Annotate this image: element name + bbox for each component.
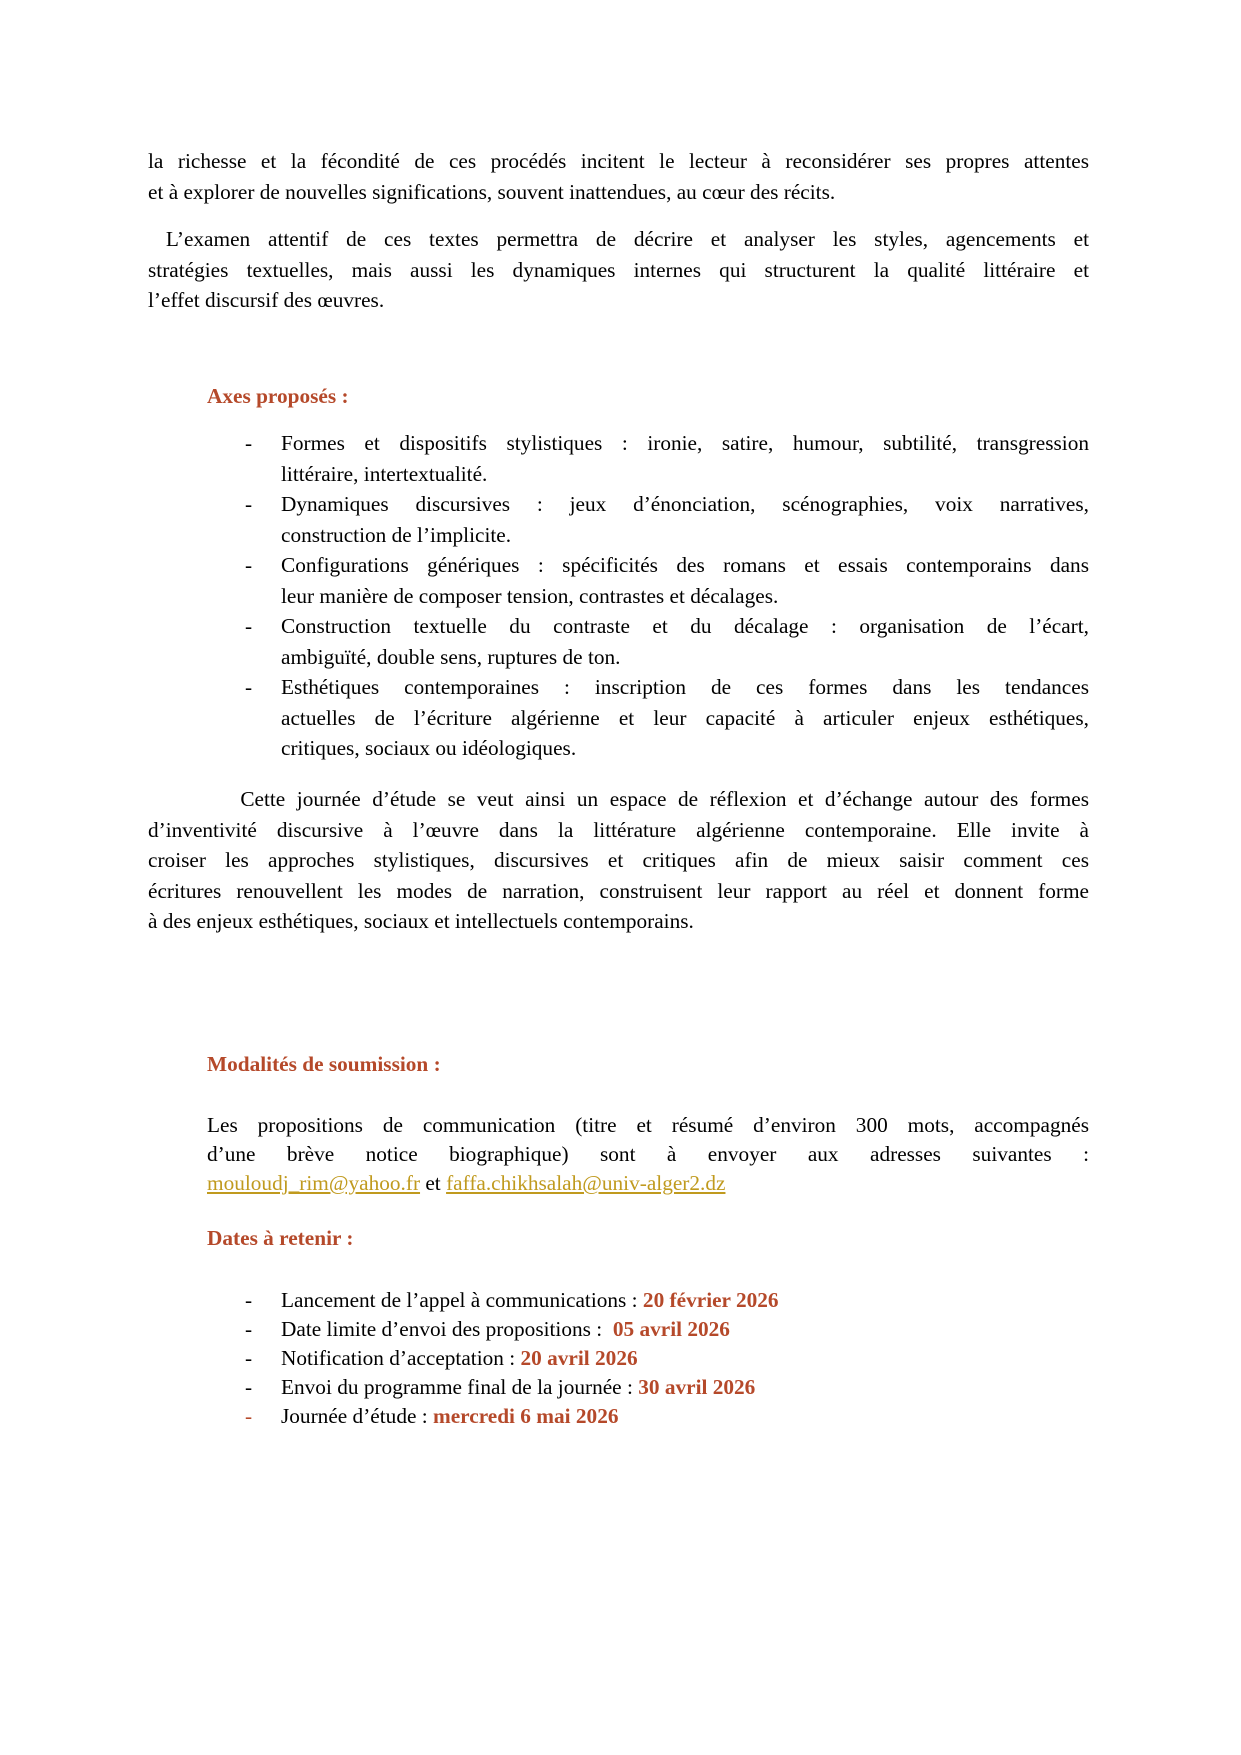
text-line: Configurations génériques : spécificités des romans et essais contemporains dans xyxy=(281,553,1089,577)
text-line: critiques, sociaux ou idéologiques. xyxy=(281,736,577,760)
text-line: Construction textuelle du contraste et du décalage : organisation de l’écart, xyxy=(281,614,1089,638)
text-line: Cette journée d’étude se veut ainsi un espace de réflexion et d’échange autour des formes xyxy=(148,787,1089,811)
date-label: Journée d’étude : xyxy=(281,1404,433,1428)
heading-axes: Axes proposés : xyxy=(207,384,349,408)
date-value: 20 février 2026 xyxy=(642,1288,779,1312)
text-line: écritures renouvellent les modes de narration, construisent leur rapport au réel et donnent forme xyxy=(148,878,1089,903)
date-label: Notification d’acceptation : xyxy=(281,1346,521,1370)
dash-bullet: - xyxy=(245,675,253,699)
text-line: d’une brève notice biographique) sont à envoyer aux adresses suivantes : xyxy=(207,1142,1089,1166)
date-label: Envoi du programme final de la journée : xyxy=(281,1375,639,1399)
list-item-date xyxy=(245,1402,779,1431)
text-line: actuelles de l’écriture algérienne et leur capacité à articuler enjeux esthétiques, xyxy=(281,705,1089,730)
paragraph-analysis xyxy=(148,224,1089,316)
text-line: l’effet discursif des œuvres. xyxy=(148,288,385,312)
date-value: 05 avril 2026 xyxy=(612,1317,730,1341)
text-line: construction de l’implicite. xyxy=(281,522,512,547)
text-line: Formes et dispositifs stylistiques : ironie, satire, humour, subtilité, transgression xyxy=(281,431,1089,455)
submission-paragraph xyxy=(207,1111,1089,1198)
text-line: leur manière de composer tension, contrastes et décalages. xyxy=(281,583,779,608)
axes-list xyxy=(245,428,1089,764)
dash-bullet: - xyxy=(245,1404,253,1428)
dash-bullet: - xyxy=(245,614,253,638)
email-link-chikhsalah[interactable]: faffa.chikhsalah@univ-alger2.dz xyxy=(446,1171,726,1195)
text-line: Esthétiques contemporaines : inscription de ces formes dans les tendances xyxy=(281,675,1089,699)
text-line: à des enjeux esthétiques, sociaux et intellectuels contemporains. xyxy=(148,909,694,933)
heading-submission: Modalités de soumission : xyxy=(207,1052,441,1076)
heading-dates: Dates à retenir : xyxy=(207,1226,354,1250)
text-line: Les propositions de communication (titre et résumé d’environ 300 mots, accompagnés xyxy=(207,1113,1089,1137)
text-line: d’inventivité discursive à l’œuvre dans la littérature algérienne contemporaine. Elle invite à xyxy=(148,817,1089,842)
text-line: ambiguïté, double sens, ruptures de ton. xyxy=(281,644,621,669)
text-line: stratégies textuelles, mais aussi les dynamiques internes qui structurent la qualité littéraire et xyxy=(148,257,1089,282)
list-item-axis xyxy=(245,489,1089,550)
date-value: 20 avril 2026 xyxy=(520,1346,638,1370)
dash-bullet: - xyxy=(245,1346,253,1370)
list-item-axis xyxy=(245,550,1089,611)
list-item-date xyxy=(245,1315,779,1344)
text-line: L’examen attentif de ces textes permettra de décrire et analyser les styles, agencements et xyxy=(148,227,1089,251)
email-link-mouloudj[interactable]: mouloudj_rim@yahoo.fr xyxy=(207,1171,421,1195)
list-item-date xyxy=(245,1344,779,1373)
list-item-date xyxy=(245,1286,779,1315)
dash-bullet: - xyxy=(245,1375,253,1399)
paragraph-intro-continuation xyxy=(148,146,1089,207)
dates-list xyxy=(245,1286,779,1431)
text-line: croiser les approches stylistiques, discursives et critiques afin de mieux saisir comment ces xyxy=(148,848,1089,872)
list-item-axis xyxy=(245,428,1089,489)
text-line: littéraire, intertextualité. xyxy=(281,461,488,486)
text-line: la richesse et la fécondité de ces procédés incitent le lecteur à reconsidérer ses propres attentes xyxy=(148,149,1089,173)
date-label: Lancement de l’appel à communications : xyxy=(281,1288,643,1312)
dash-bullet: - xyxy=(245,492,253,516)
connector-text: et xyxy=(420,1171,447,1195)
text-line: et à explorer de nouvelles significations, souvent inattendues, au cœur des récits. xyxy=(148,179,836,204)
dash-bullet: - xyxy=(245,1288,253,1312)
date-label: Date limite d’envoi des propositions : xyxy=(281,1317,613,1341)
date-value: 30 avril 2026 xyxy=(638,1375,756,1399)
dash-bullet: - xyxy=(245,431,253,455)
dash-bullet: - xyxy=(245,553,253,577)
text-line: Dynamiques discursives : jeux d’énonciation, scénographies, voix narratives, xyxy=(281,492,1089,516)
email-line xyxy=(207,1169,1089,1198)
dash-bullet: - xyxy=(245,1317,253,1341)
date-value: mercredi 6 mai 2026 xyxy=(432,1404,619,1428)
paragraph-conclusion xyxy=(148,784,1089,937)
list-item-date xyxy=(245,1373,779,1402)
list-item-axis xyxy=(245,672,1089,764)
list-item-axis xyxy=(245,611,1089,672)
